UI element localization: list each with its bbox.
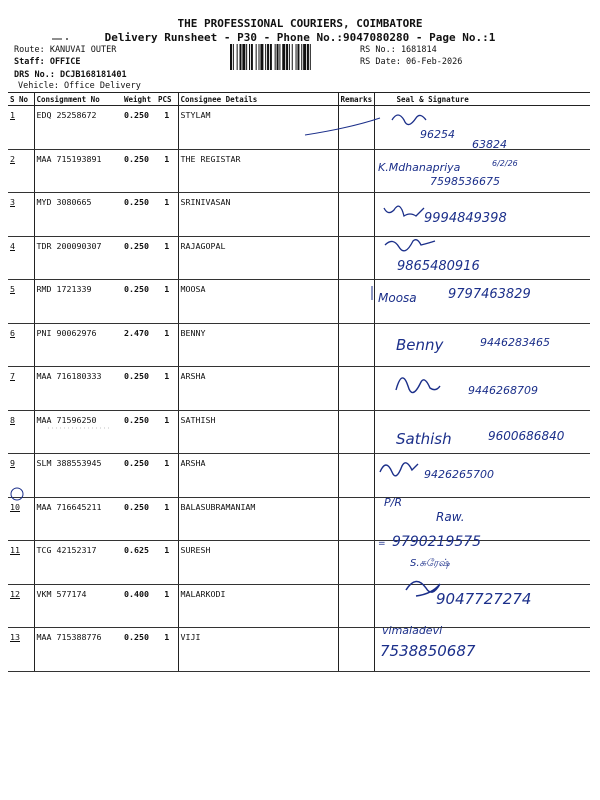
- remarks-cell: [338, 584, 374, 628]
- barcode-bar: [256, 44, 257, 70]
- row-serial: 5: [8, 280, 34, 324]
- row-serial: 6: [8, 323, 34, 367]
- col-consignment: Consignment No: [34, 93, 122, 106]
- barcode-bar: [270, 44, 272, 70]
- weight-value: 0.250: [122, 280, 156, 324]
- remarks-cell: [338, 628, 374, 672]
- barcode-bar: [297, 44, 299, 70]
- hw-row2-c: 7598536675: [430, 175, 500, 188]
- remarks-cell: [338, 193, 374, 237]
- seal-signature-cell: [374, 541, 590, 585]
- seal-signature-cell: [374, 497, 590, 541]
- hw-row2-a: K.Mdhanapriya: [378, 161, 461, 174]
- weight-value: 0.250: [122, 497, 156, 541]
- remarks-cell: [338, 410, 374, 454]
- consignment-number: SLM 388553945: [34, 454, 122, 498]
- consignment-number: TDR 200090307: [34, 236, 122, 280]
- pcs-value: 1: [156, 236, 178, 280]
- hw-row3-a: 9994849398: [424, 211, 507, 226]
- row-serial: 8: [8, 410, 34, 454]
- row-serial: 12: [8, 584, 34, 628]
- row-serial: 13: [8, 628, 34, 672]
- row-serial: 7: [8, 367, 34, 411]
- barcode-bar: [242, 44, 245, 70]
- weight-value: 0.250: [122, 628, 156, 672]
- consignment-number: MAA 715193891: [34, 149, 122, 193]
- hw-row2-b: 6/2/26: [492, 159, 518, 168]
- barcode-bar: [265, 44, 266, 70]
- table-row: [8, 236, 590, 280]
- pcs-value: 1: [156, 628, 178, 672]
- pcs-value: 1: [156, 193, 178, 237]
- seal-signature-cell: [374, 149, 590, 193]
- remarks-cell: [338, 280, 374, 324]
- hw-row11-mark: =: [378, 539, 386, 549]
- barcode-bar: [246, 44, 247, 70]
- hw-row11-a: 9790219575: [392, 534, 482, 550]
- remarks-cell: [338, 106, 374, 150]
- barcode-bar: [275, 44, 276, 70]
- table-row: [8, 584, 590, 628]
- col-pcs: PCS: [156, 93, 178, 106]
- consignee-name: ARSHA: [178, 367, 338, 411]
- seal-signature-cell: [374, 584, 590, 628]
- consignment-number: MAA 716180333: [34, 367, 122, 411]
- hw-row8-a: Sathish: [396, 430, 452, 448]
- weight-value: 0.400: [122, 584, 156, 628]
- table-row: [8, 410, 590, 454]
- pcs-value: 1: [156, 323, 178, 367]
- consignee-name: STYLAM: [178, 106, 338, 150]
- pcs-value: 1: [156, 497, 178, 541]
- weight-value: 0.250: [122, 367, 156, 411]
- hw-row5-b: 9797463829: [448, 287, 531, 302]
- barcode-bar: [286, 44, 288, 70]
- table-row: [8, 149, 590, 193]
- company-title: THE PROFESSIONAL COURIERS, COIMBATORE: [177, 17, 423, 30]
- barcode-bar: [237, 44, 238, 70]
- remarks-cell: [338, 497, 374, 541]
- col-seal-signature: Seal & Signature: [374, 93, 590, 106]
- row-serial: 10: [8, 497, 34, 541]
- consignee-name: BENNY: [178, 323, 338, 367]
- table-row: [8, 106, 590, 150]
- hw-row5-a: Moosa: [378, 291, 417, 305]
- col-remarks: Remarks: [338, 93, 374, 106]
- seal-signature-cell: [374, 280, 590, 324]
- remarks-cell: [338, 149, 374, 193]
- hw-row10-a: P/R: [384, 496, 402, 509]
- table-header: [8, 93, 590, 106]
- consignment-number: PNI 90062976: [34, 323, 122, 367]
- table-row: [8, 628, 590, 672]
- consignee-name: SRINIVASAN: [178, 193, 338, 237]
- barcode-bar: [303, 44, 306, 70]
- barcode-bar: [233, 44, 234, 70]
- runsheet-table: [8, 92, 598, 672]
- weight-value: 0.250: [122, 193, 156, 237]
- vehicle-label: Vehicle: Office Delivery: [18, 81, 141, 91]
- consignment-number: VKM 577174: [34, 584, 122, 628]
- consignee-name: BALASUBRAMANIAM: [178, 497, 338, 541]
- consignment-number: TCG 42152317: [34, 541, 122, 585]
- rs-number: RS No.: 1681814: [360, 45, 437, 55]
- hw-row8-b: 9600686840: [488, 429, 565, 443]
- hw-row9-a: 9426265700: [424, 468, 494, 481]
- weight-value: 0.250: [122, 410, 156, 454]
- barcode-bar: [267, 44, 269, 70]
- barcode-bar: [277, 44, 279, 70]
- pcs-value: 1: [156, 280, 178, 324]
- barcode-bar: [289, 44, 290, 70]
- barcode-bar: [279, 44, 280, 70]
- consignee-name: SATHISH: [178, 410, 338, 454]
- staff-label: Staff: OFFICE: [14, 57, 81, 67]
- runsheet-subtitle: Delivery Runsheet - P30 - Phone No.:9047080280 - Page No.:1: [104, 31, 496, 44]
- remarks-cell: [338, 323, 374, 367]
- seal-signature-cell: [374, 367, 590, 411]
- seal-signature-cell: [374, 454, 590, 498]
- table-row: [8, 454, 590, 498]
- barcode-bar: [259, 44, 260, 70]
- col-weight: Weight: [122, 93, 156, 106]
- consignee-name: MALARKODI: [178, 584, 338, 628]
- remarks-cell: [338, 236, 374, 280]
- col-consignee: Consignee Details: [178, 93, 338, 106]
- consignee-name: SURESH: [178, 541, 338, 585]
- weight-value: 2.470: [122, 323, 156, 367]
- pcs-value: 1: [156, 584, 178, 628]
- pcs-value: 1: [156, 106, 178, 150]
- hw-row12-a: 9047727274: [436, 590, 532, 608]
- table-row: [8, 323, 590, 367]
- barcode-bar: [307, 44, 309, 70]
- remarks-cell: [338, 367, 374, 411]
- row-serial: 1: [8, 106, 34, 150]
- hw-row7-a: 9446268709: [468, 384, 538, 397]
- hw-row13-a: vimaladevi: [382, 624, 443, 637]
- seal-signature-cell: [374, 193, 590, 237]
- consignment-number: MAA 715388776: [34, 628, 122, 672]
- drs-number: DRS No.: DCJB168181401: [14, 70, 127, 80]
- weight-value: 0.250: [122, 454, 156, 498]
- table-row: [8, 193, 590, 237]
- barcode-bar: [310, 44, 311, 70]
- barcode: [229, 44, 355, 72]
- hw-row1-b: 63824: [472, 138, 507, 151]
- table-row: [8, 541, 590, 585]
- rs-date: RS Date: 06-Feb-2026: [360, 57, 463, 67]
- pcs-value: 1: [156, 541, 178, 585]
- pcs-value: 1: [156, 149, 178, 193]
- pcs-value: 1: [156, 367, 178, 411]
- hw-row6-a: Benny: [396, 336, 444, 354]
- table-row: [8, 497, 590, 541]
- seal-signature-cell: [374, 106, 590, 150]
- hw-row11-b: S.சுரேஷ்: [410, 558, 450, 569]
- row-serial: 9: [8, 454, 34, 498]
- barcode-bar: [240, 44, 242, 70]
- hw-row10-b: Raw.: [436, 510, 465, 524]
- consignee-name: VIJI: [178, 628, 338, 672]
- consignment-number: MYD 3080665: [34, 193, 122, 237]
- row-serial: 11: [8, 541, 34, 585]
- barcode-bar: [301, 44, 302, 70]
- barcode-bar: [292, 44, 293, 70]
- pcs-value: 1: [156, 410, 178, 454]
- hw-row13-b: 7538850687: [380, 642, 476, 660]
- remarks-cell: [338, 541, 374, 585]
- weight-value: 0.625: [122, 541, 156, 585]
- table-row: [8, 280, 590, 324]
- consignee-name: THE REGISTAR: [178, 149, 338, 193]
- consignee-name: RAJAGOPAL: [178, 236, 338, 280]
- barcode-bar: [296, 44, 297, 70]
- hw-row1-a: 96254: [420, 128, 455, 141]
- weight-value: 0.250: [122, 106, 156, 150]
- seal-signature-cell: [374, 236, 590, 280]
- seal-signature-cell: [374, 323, 590, 367]
- consignment-number: MAA 71596250: [34, 410, 122, 454]
- barcode-bar: [249, 44, 250, 70]
- table-row: [8, 367, 590, 411]
- col-sno: S No: [8, 93, 34, 106]
- hw-row6-b: 9446283465: [480, 336, 550, 349]
- barcode-bar: [282, 44, 285, 70]
- hw-row4-a: 9865480916: [397, 259, 480, 274]
- seal-signature-cell: [374, 410, 590, 454]
- pcs-value: 1: [156, 454, 178, 498]
- weight-value: 0.250: [122, 236, 156, 280]
- barcode-bar: [260, 44, 263, 70]
- consignee-name: MOOSA: [178, 280, 338, 324]
- consignment-number: EDQ 25258672: [34, 106, 122, 150]
- consignment-number: MAA 716645211: [34, 497, 122, 541]
- seal-signature-cell: [374, 628, 590, 672]
- row-serial: 4: [8, 236, 34, 280]
- barcode-bar: [230, 44, 232, 70]
- barcode-bar: [251, 44, 253, 70]
- consignment-number: RMD 1721339: [34, 280, 122, 324]
- row-serial: 3: [8, 193, 34, 237]
- row-serial: 2: [8, 149, 34, 193]
- consignee-name: ARSHA: [178, 454, 338, 498]
- remarks-cell: [338, 454, 374, 498]
- weight-value: 0.250: [122, 149, 156, 193]
- route-label: Route: KANUVAI OUTER: [14, 45, 117, 55]
